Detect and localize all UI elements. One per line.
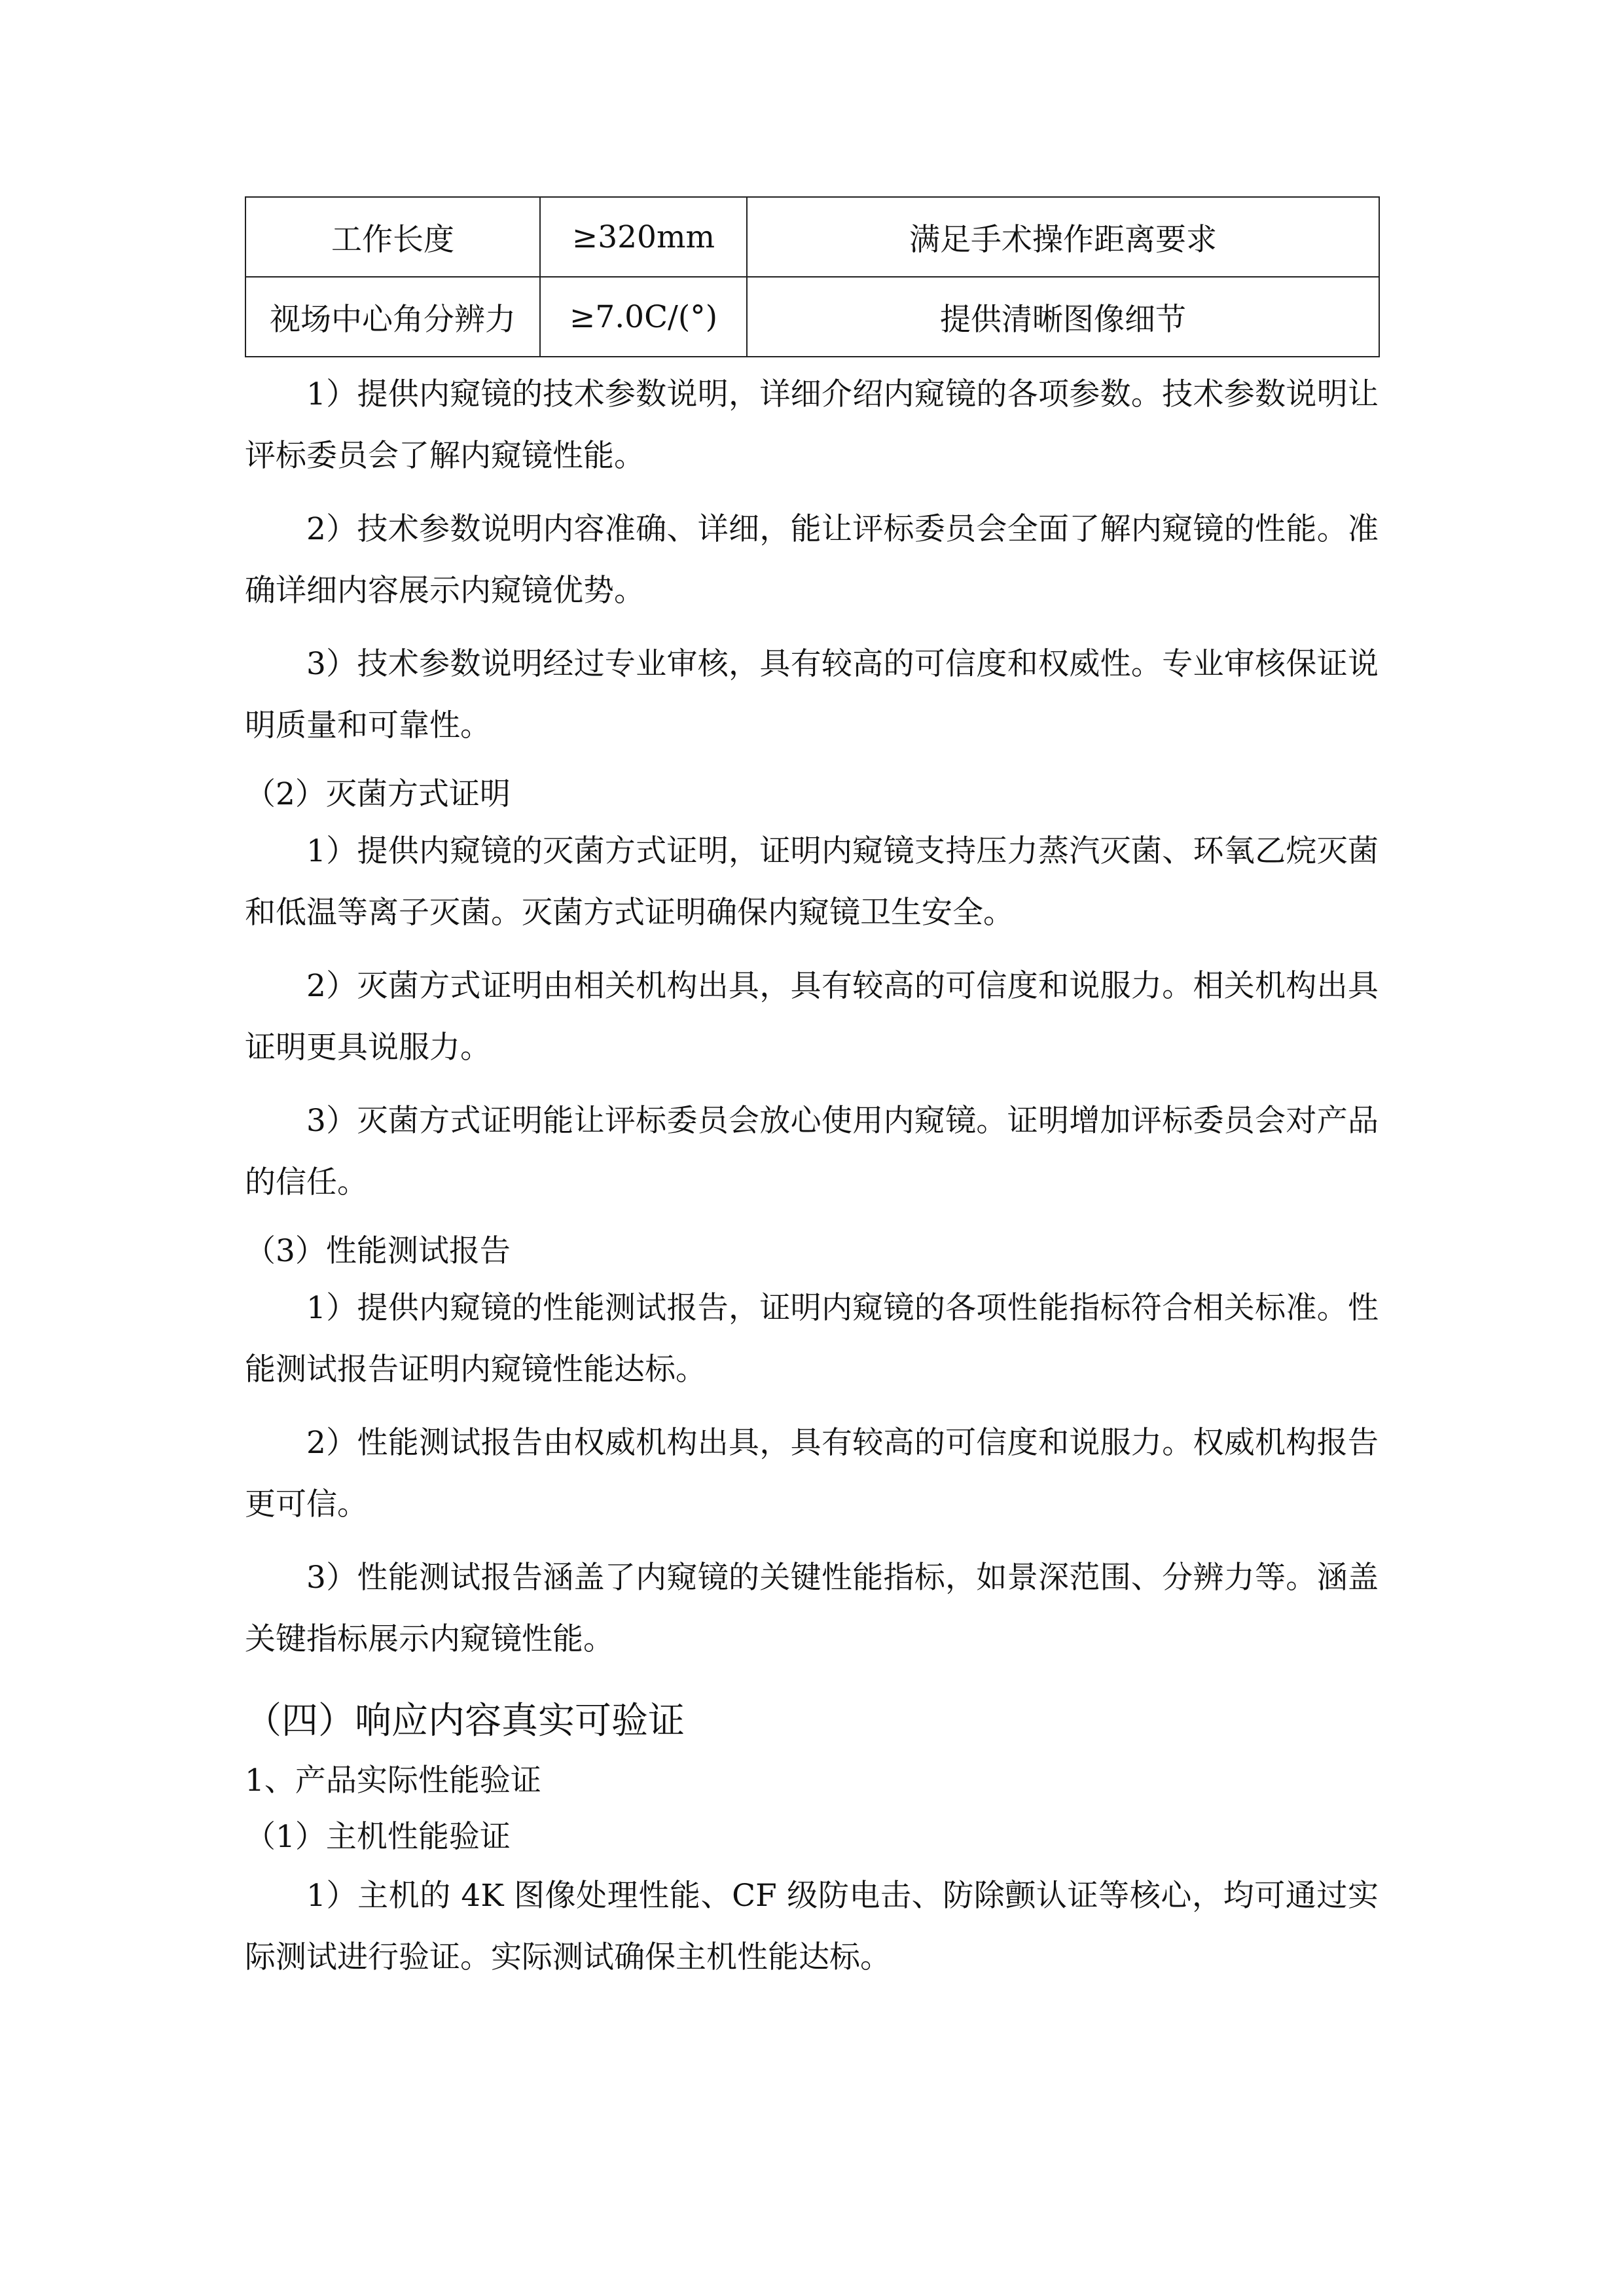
- table-cell: ≥7.0C/(°): [540, 277, 747, 357]
- table-cell: 工作长度: [245, 197, 540, 277]
- table-cell: 视场中心角分辨力: [245, 277, 540, 357]
- paragraph: 2）性能测试报告由权威机构出具，具有较高的可信度和说服力。权威机构报告更可信。: [245, 1425, 1379, 1522]
- paragraph: 1）提供内窥镜的性能测试报告，证明内窥镜的各项性能指标符合相关标准。性能测试报告证明内窥镜性能达标。: [245, 1290, 1379, 1388]
- document-page: [245, 196, 1379, 2000]
- table-row: [245, 277, 1379, 357]
- paragraph: 3）性能测试报告涵盖了内窥镜的关键性能指标，如景深范围、分辨力等。涵盖关键指标展示内窥镜性能。: [245, 1560, 1379, 1657]
- sub-heading: （3）性能测试报告: [245, 1233, 511, 1269]
- paragraph: 2）灭菌方式证明由相关机构出具，具有较高的可信度和说服力。相关机构出具证明更具说服力。: [245, 968, 1379, 1066]
- table-cell: 满足手术操作距离要求: [747, 197, 1379, 277]
- paragraph: 1）提供内窥镜的技术参数说明，详细介绍内窥镜的各项参数。技术参数说明让评标委员会了解内窥镜性能。: [245, 376, 1379, 474]
- paragraph: 1）提供内窥镜的灭菌方式证明，证明内窥镜支持压力蒸汽灭菌、环氧乙烷灭菌和低温等离子灭菌。灭菌方式证明确保内窥镜卫生安全。: [245, 833, 1379, 931]
- paragraph: 1）主机的 4K 图像处理性能、CF 级防电击、防除颤认证等核心，均可通过实际测试进行验证。实际测试确保主机性能达标。: [245, 1878, 1379, 1975]
- sub-heading: （1）主机性能验证: [245, 1819, 511, 1855]
- item-heading: 1、产品实际性能验证: [245, 1763, 541, 1799]
- paragraph: 3）技术参数说明经过专业审核，具有较高的可信度和权威性。专业审核保证说明质量和可靠性。: [245, 646, 1379, 744]
- paragraph: 3）灭菌方式证明能让评标委员会放心使用内窥镜。证明增加评标委员会对产品的信任。: [245, 1103, 1379, 1200]
- table-cell: ≥320mm: [540, 197, 747, 277]
- section-heading: （四）响应内容真实可验证: [245, 1700, 685, 1742]
- table-cell: 提供清晰图像细节: [747, 277, 1379, 357]
- spec-table: [245, 196, 1380, 357]
- table-row: [245, 197, 1379, 277]
- sub-heading: （2）灭菌方式证明: [245, 776, 511, 812]
- paragraph: 2）技术参数说明内容准确、详细，能让评标委员会全面了解内窥镜的性能。准确详细内容展示内窥镜优势。: [245, 511, 1379, 609]
